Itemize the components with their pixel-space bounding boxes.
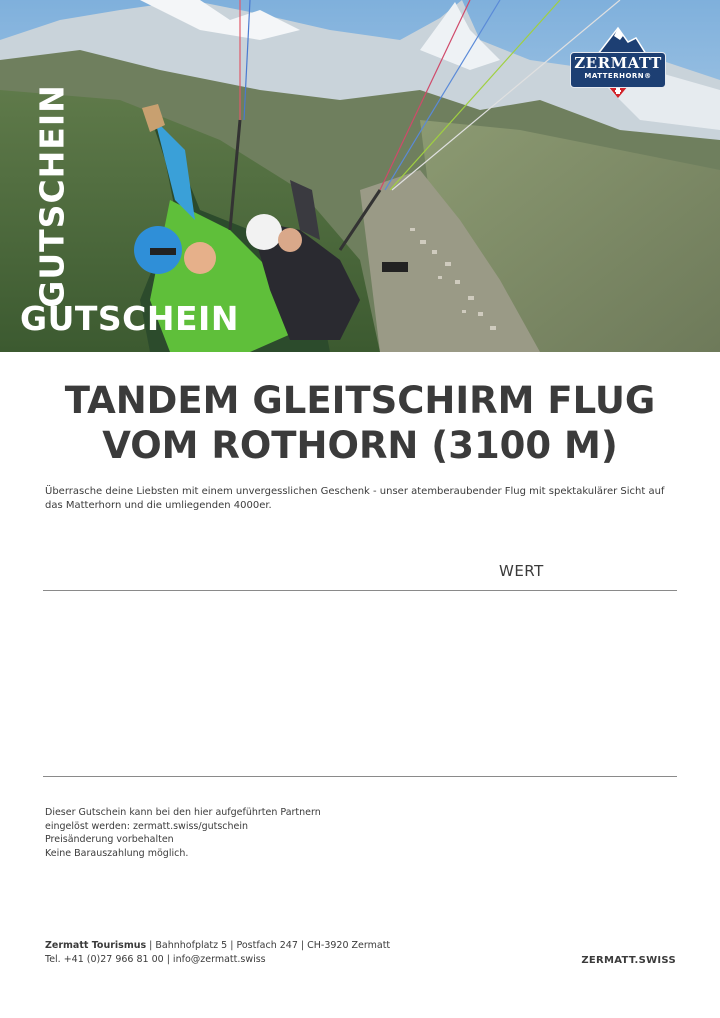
logo-title: ZERMATT <box>574 54 662 72</box>
footer-address: | Bahnhofplatz 5 | Postfach 247 | CH-3920 Zermatt <box>146 940 391 951</box>
footer-website: ZERMATT.SWISS <box>581 955 676 966</box>
footer-contact-line: Tel. +41 (0)27 966 81 00 | info@zermatt.swiss <box>45 954 266 965</box>
footer-address-line <box>45 939 465 953</box>
hero-photo <box>0 0 720 352</box>
terms-line: Preisänderung vorbehalten <box>45 834 174 845</box>
voucher-vertical-label: GUTSCHEIN <box>32 84 72 308</box>
terms-line: Dieser Gutschein kann bei den hier aufgeführten Partnern <box>45 807 321 818</box>
voucher-horizontal-label: GUTSCHEIN <box>20 299 239 338</box>
value-bottom-rule <box>43 776 677 777</box>
voucher-title <box>40 378 680 468</box>
terms-line: eingelöst werden: zermatt.swiss/gutschein <box>45 820 249 832</box>
footer-contact <box>45 939 465 967</box>
terms-block <box>45 806 445 860</box>
value-label: WERT <box>499 562 544 580</box>
zermatt-matterhorn-logo <box>570 24 666 98</box>
footer-org-name: Zermatt Tourismus <box>45 940 147 951</box>
logo-subtitle: MATTERHORN® <box>584 72 652 80</box>
terms-line: Keine Barauszahlung möglich. <box>45 847 189 859</box>
voucher-title-line2: VOM ROTHORN (3100 M) <box>102 424 618 467</box>
voucher-title-line1: TANDEM GLEITSCHIRM FLUG <box>64 379 656 422</box>
intro-text: Überrasche deine Liebsten mit einem unvergesslichen Geschenk - unser atemberaubender Flug mit spektakulärer Sicht auf das Matterhorn und die umliegenden 4000er. <box>45 486 665 511</box>
value-top-rule <box>43 590 677 591</box>
